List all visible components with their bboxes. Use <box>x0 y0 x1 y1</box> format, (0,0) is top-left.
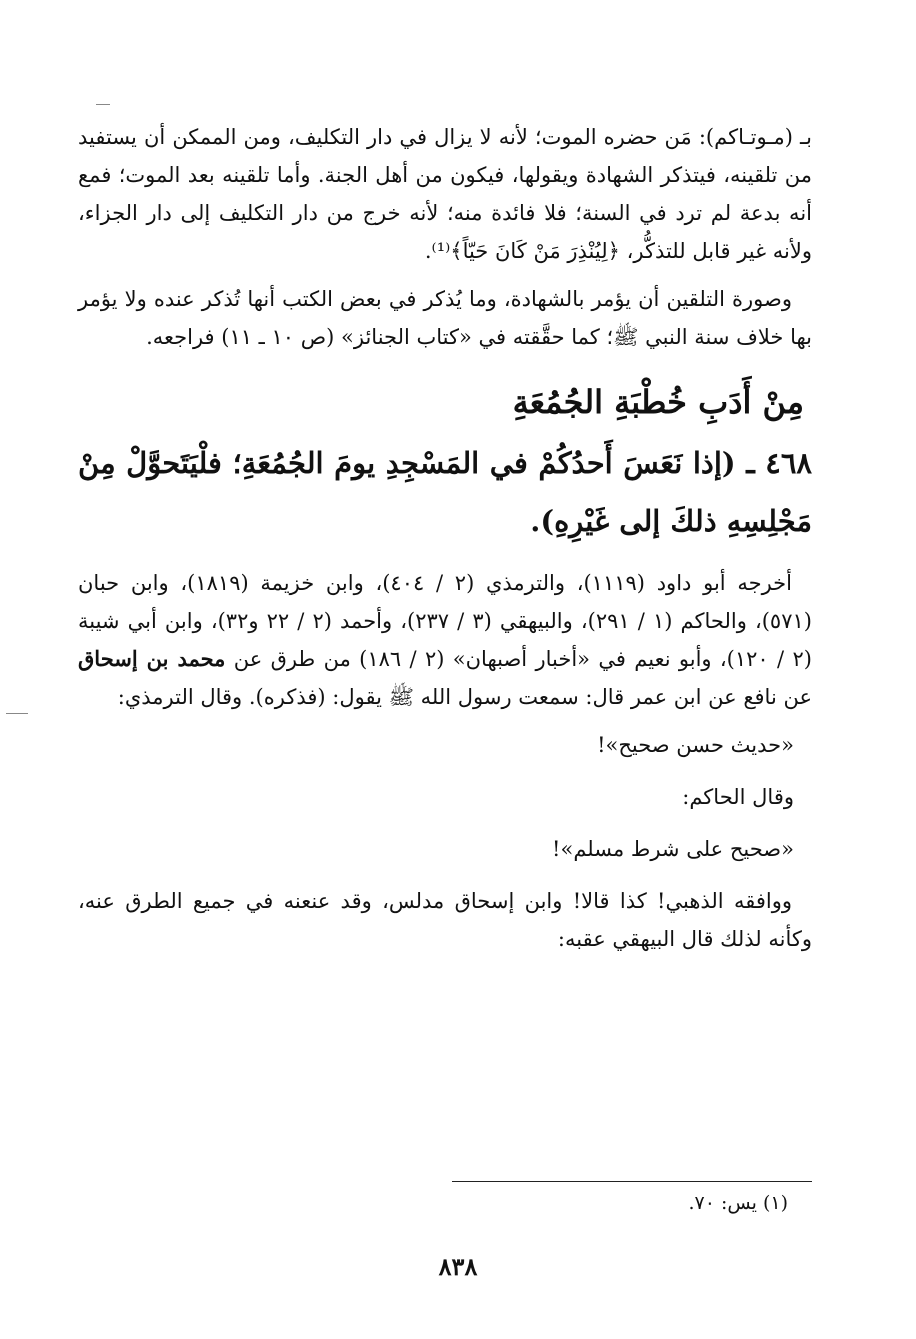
page-body <box>78 118 812 1339</box>
takhrij-text-start: أخرجه أبو داود (١١١٩)، والترمذي (٢ / ٤٠٤)، وابن خزيمة (١٨١٩)، وابن حبان (٥٧١)، والحاكم (١ / ٢٩١)، والبيهقي (٣ / ٢٣٧)، وأحمد (٢ / ٢٢ و٣٢)، وابن أبي شيبة (٢ / ١٢٠)، وأبو نعيم في «أخبار أصبهان» (٢ / ١٨٦) من طرق عن <box>78 571 812 671</box>
quote-hakim: «صحيح على شرط مسلم»! <box>552 837 794 861</box>
paragraph-talqin-intro: بـ (مـوتـاكم): مَن حضره الموت؛ لأنه لا يزال في دار التكليف، ومن الممكن أن يستفيد من تلقينه، فيتذكر الشهادة ويقولها، فيكون من أهل الجنة. وأما تلقينه بعد الموت؛ فمع أنه بدعة لم ترد في السنة؛ فلا فائدة منه؛ لأنه خرج من دار التكليف إلى دار الجزاء، ولأنه غير قابل للتذكُّر، ﴿لِيُنْذِرَ مَنْ كَانَ حَيّاً﴾⁽¹⁾. <box>78 125 812 263</box>
margin-mark-side <box>6 713 28 714</box>
hadith-text: ٤٦٨ ـ (إذا نَعَسَ أَحدُكُمْ في المَسْجِدِ يومَ الجُمُعَةِ؛ فلْيَتَحوَّلْ مِنْ مَجْلِسِهِ ذلكَ إلى غَيْرِهِ). <box>78 446 812 538</box>
quote-tirmidhi: «حديث حسن صحيح»! <box>597 733 794 757</box>
takhrij-text-end: عن نافع عن ابن عمر قال: سمعت رسول الله ﷺ يقول: (فذكره). وقال الترمذي: <box>117 685 812 709</box>
section-title: مِنْ أَدَبِ خُطْبَةِ الجُمُعَةِ <box>512 383 804 421</box>
footnote: (١) يس: ٧٠. <box>688 1192 788 1214</box>
narrator-name: محمد بن إسحاق <box>78 646 226 671</box>
paragraph-takhrij <box>78 564 812 716</box>
line-hakim: وقال الحاكم: <box>682 785 794 809</box>
paragraph-dhahabi: ووافقه الذهبي! كذا قالا! وابن إسحاق مدلس، وقد عنعنه في جميع الطرق عنه، وكأنه لذلك قال البيهقي عقبه: <box>78 889 812 951</box>
paragraph-talqin-form: وصورة التلقين أن يؤمر بالشهادة، وما يُذكر في بعض الكتب أنها تُذكر عنده ولا يؤمر بها خلاف سنة النبي ﷺ؛ كما حقَّقته في «كتاب الجنائز» (ص ١٠ ـ ١١) فراجعه. <box>78 287 812 349</box>
page-number: ٨٣٨ <box>438 1252 478 1281</box>
footnote-divider <box>452 1181 812 1182</box>
margin-mark-top <box>96 104 110 105</box>
